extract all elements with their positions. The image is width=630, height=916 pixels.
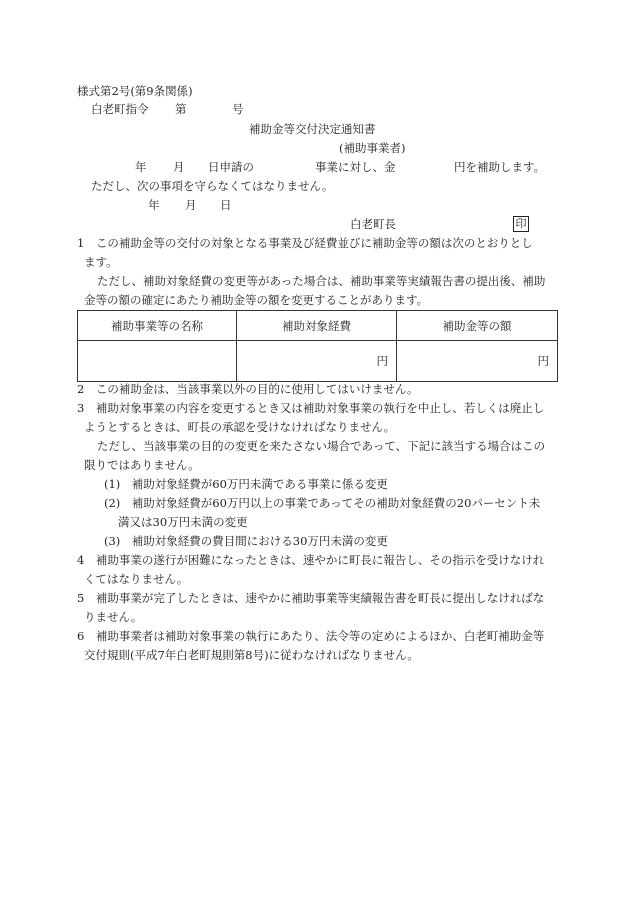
item-3-sub-2-line-1: (2) 補助対象経費が60万円以上の事業であってその補助対象経費の20パーセント未 xyxy=(104,496,541,510)
item-1-line-1: 1 この補助金等の交付の対象となる事業及び経費並びに補助金等の額は次のとおりとし xyxy=(77,236,533,250)
date-day-label: 日 xyxy=(220,198,232,212)
seal-box: 印 xyxy=(513,216,529,232)
request-date-text: 日申請の xyxy=(208,160,254,174)
request-year-label: 年 xyxy=(135,160,147,174)
cell-business-name xyxy=(78,341,237,382)
item-4-line-1: 4 補助事業の遂行が困難になったときは、速やかに町長に報告し、その指示を受けなけれ xyxy=(77,553,545,567)
item-4-line-2: くてはなりません。 xyxy=(84,572,189,586)
item-3-sub-3: (3) 補助対象経費の費目間における30万円未満の変更 xyxy=(104,534,388,548)
item-1-line-3: ただし、補助対象経費の変更等があった場合は、補助事業等実績報告書の提出後、補助 xyxy=(97,274,546,288)
table-row xyxy=(78,341,558,382)
item-3-sub-1: (1) 補助対象経費が60万円未満である事業に係る変更 xyxy=(104,477,388,491)
item-5-line-2: りません。 xyxy=(84,610,143,624)
date-month-label: 月 xyxy=(185,198,197,212)
directive-dai: 第 xyxy=(175,102,187,116)
header-eligible-expenses: 補助対象経費 xyxy=(237,311,397,341)
item-6-line-1: 6 補助事業者は補助対象事業の執行にあたり、法令等の定めによるほか、白老町補助金等 xyxy=(77,629,545,643)
table-header-row xyxy=(78,311,558,341)
directive-prefix: 白老町指令 xyxy=(91,102,149,116)
item-3-line-1: 3 補助対象事業の内容を変更するとき又は補助対象事業の執行を中止し、若しくは廃止し xyxy=(77,401,545,415)
directive-go: 号 xyxy=(232,102,244,116)
item-3-sub-2-line-2: 満又は30万円未満の変更 xyxy=(118,515,248,529)
cell-grant-amount: 円 xyxy=(397,341,558,382)
business-text: 事業に対し、金 xyxy=(315,160,396,174)
proviso-text: ただし、次の事項を守らなくてはなりません。 xyxy=(91,179,334,193)
cell-eligible-expenses: 円 xyxy=(237,341,397,382)
grant-text: 円を補助します。 xyxy=(454,160,546,174)
item-3-line-4: 限りではありません。 xyxy=(84,458,200,472)
mayor-title: 白老町長 xyxy=(350,217,396,231)
header-grant-amount: 補助金等の額 xyxy=(397,311,558,341)
header-business-name: 補助事業等の名称 xyxy=(78,311,237,341)
item-3-line-3: ただし、当該事業の目的の変更を来たさない場合であって、下記に該当する場合はこの xyxy=(97,439,546,453)
item-3-line-2: ようとするときは、町長の承認を受けなければなりません。 xyxy=(84,420,396,434)
item-2: 2 この補助金は、当該事業以外の目的に使用してはいけません。 xyxy=(77,382,419,396)
document-title: 補助金等交付決定通知書 xyxy=(249,122,376,136)
item-1-line-4: 金等の額の確定にあたり補助金等の額を変更することがあります。 xyxy=(84,293,429,307)
date-year-label: 年 xyxy=(148,198,160,212)
request-month-label: 月 xyxy=(173,160,185,174)
grant-amount-table xyxy=(77,310,558,382)
item-1-line-2: ます。 xyxy=(84,255,118,269)
item-6-line-2: 交付規則(平成7年白老町規則第8号)に従わなければなりません。 xyxy=(84,648,419,662)
addressee: (補助事業者) xyxy=(339,141,406,155)
item-5-line-1: 5 補助事業が完了したときは、速やかに補助事業等実績報告書を町長に提出しなければな xyxy=(77,591,545,605)
form-number: 様式第2号(第9条関係) xyxy=(77,84,193,98)
